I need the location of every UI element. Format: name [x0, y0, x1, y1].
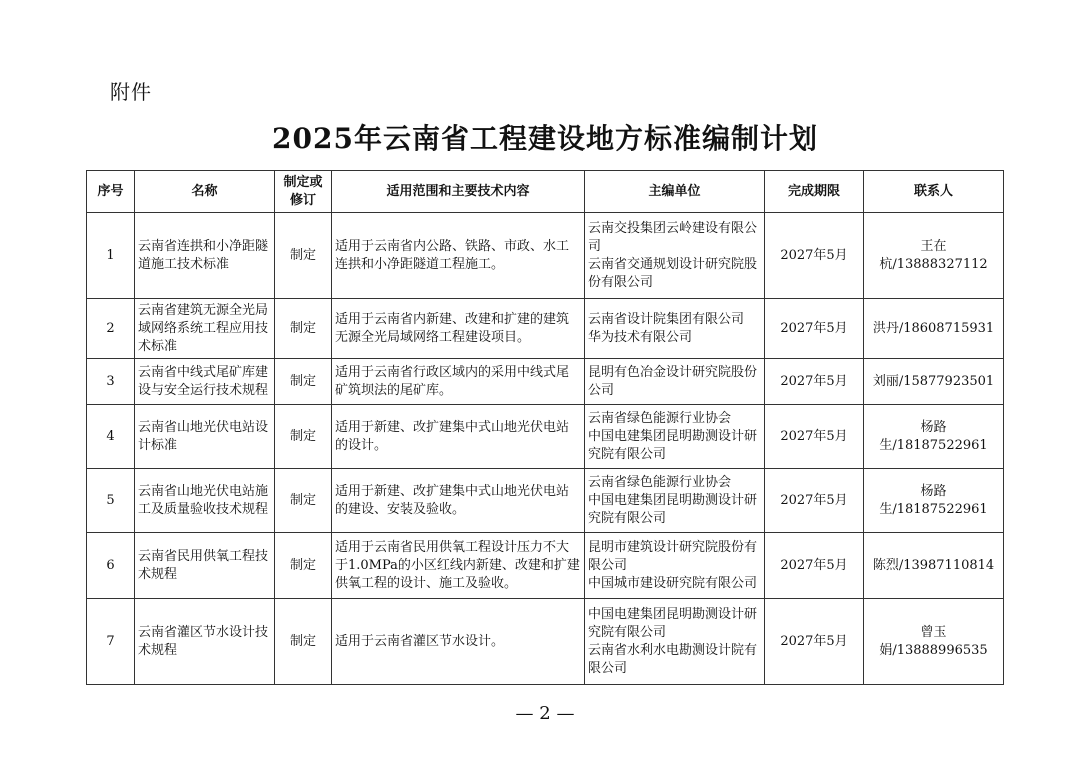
cell-unit: 云南省绿色能源行业协会 中国电建集团昆明勘测设计研究院有限公司: [585, 469, 765, 533]
cell-index: 5: [87, 469, 135, 533]
cell-unit: 昆明有色冶金设计研究院股份公司: [585, 359, 765, 405]
cell-deadline: 2027年5月: [765, 469, 864, 533]
cell-contact: 陈烈/13987110814: [864, 533, 1004, 599]
cell-scope: 适用于云南省民用供氧工程设计压力不大于1.0MPa的小区红线内新建、改建和扩建供氧工程的设计、施工及验收。: [332, 533, 585, 599]
page-number: — 2 —: [515, 703, 575, 724]
header-index: 序号: [87, 171, 135, 213]
cell-index: 4: [87, 405, 135, 469]
cell-contact: 洪丹/18608715931: [864, 299, 1004, 359]
cell-index: 7: [87, 599, 135, 685]
cell-scope: 适用于云南省内公路、铁路、市政、水工连拱和小净距隧道工程施工。: [332, 213, 585, 299]
cell-type: 制定: [275, 213, 332, 299]
table-row: [87, 599, 1004, 685]
cell-name: 云南省连拱和小净距隧道施工技术标准: [135, 213, 275, 299]
cell-deadline: 2027年5月: [765, 533, 864, 599]
header-deadline: 完成期限: [765, 171, 864, 213]
cell-index: 1: [87, 213, 135, 299]
cell-unit: 昆明市建筑设计研究院股份有限公司 中国城市建设研究院有限公司: [585, 533, 765, 599]
table-row: [87, 533, 1004, 599]
cell-type: 制定: [275, 469, 332, 533]
cell-deadline: 2027年5月: [765, 213, 864, 299]
cell-scope: 适用于云南省内新建、改建和扩建的建筑无源全光局域网络工程建设项目。: [332, 299, 585, 359]
table-row: [87, 405, 1004, 469]
cell-index: 3: [87, 359, 135, 405]
cell-name: 云南省民用供氧工程技术规程: [135, 533, 275, 599]
cell-name: 云南省灌区节水设计技术规程: [135, 599, 275, 685]
cell-type: 制定: [275, 533, 332, 599]
cell-deadline: 2027年5月: [765, 599, 864, 685]
cell-deadline: 2027年5月: [765, 299, 864, 359]
header-scope: 适用范围和主要技术内容: [332, 171, 585, 213]
table-body: [87, 213, 1004, 685]
cell-name: 云南省山地光伏电站设计标准: [135, 405, 275, 469]
cell-scope: 适用于新建、改扩建集中式山地光伏电站的建设、安装及验收。: [332, 469, 585, 533]
cell-name: 云南省中线式尾矿库建设与安全运行技术规程: [135, 359, 275, 405]
table-header-row: [87, 171, 1004, 213]
document-title: 2025年云南省工程建设地方标准编制计划: [272, 122, 818, 155]
cell-type: 制定: [275, 299, 332, 359]
cell-scope: 适用于云南省灌区节水设计。: [332, 599, 585, 685]
cell-contact: 杨路生/18187522961: [864, 405, 1004, 469]
cell-unit: 云南省绿色能源行业协会 中国电建集团昆明勘测设计研究院有限公司: [585, 405, 765, 469]
cell-deadline: 2027年5月: [765, 405, 864, 469]
header-unit: 主编单位: [585, 171, 765, 213]
cell-name: 云南省山地光伏电站施工及质量验收技术规程: [135, 469, 275, 533]
cell-name: 云南省建筑无源全光局域网络系统工程应用技术标准: [135, 299, 275, 359]
table-row: [87, 469, 1004, 533]
cell-index: 6: [87, 533, 135, 599]
cell-index: 2: [87, 299, 135, 359]
header-contact: 联系人: [864, 171, 1004, 213]
header-name: 名称: [135, 171, 275, 213]
attachment-label: 附件: [110, 80, 152, 104]
table-row: [87, 299, 1004, 359]
cell-contact: 曾玉娟/13888996535: [864, 599, 1004, 685]
cell-contact: 刘丽/15877923501: [864, 359, 1004, 405]
table-row: [87, 359, 1004, 405]
standards-plan-table: [86, 170, 1004, 685]
cell-deadline: 2027年5月: [765, 359, 864, 405]
cell-contact: 王在杭/13888327112: [864, 213, 1004, 299]
cell-unit: 中国电建集团昆明勘测设计研究院有限公司 云南省水利水电勘测设计院有限公司: [585, 599, 765, 685]
cell-type: 制定: [275, 599, 332, 685]
cell-unit: 云南交投集团云岭建设有限公司 云南省交通规划设计研究院股份有限公司: [585, 213, 765, 299]
cell-scope: 适用于新建、改扩建集中式山地光伏电站的设计。: [332, 405, 585, 469]
table-row: [87, 213, 1004, 299]
cell-contact: 杨路生/18187522961: [864, 469, 1004, 533]
cell-type: 制定: [275, 359, 332, 405]
header-type: 制定或修订: [275, 171, 332, 213]
cell-type: 制定: [275, 405, 332, 469]
cell-unit: 云南省设计院集团有限公司 华为技术有限公司: [585, 299, 765, 359]
cell-scope: 适用于云南省行政区域内的采用中线式尾矿筑坝法的尾矿库。: [332, 359, 585, 405]
